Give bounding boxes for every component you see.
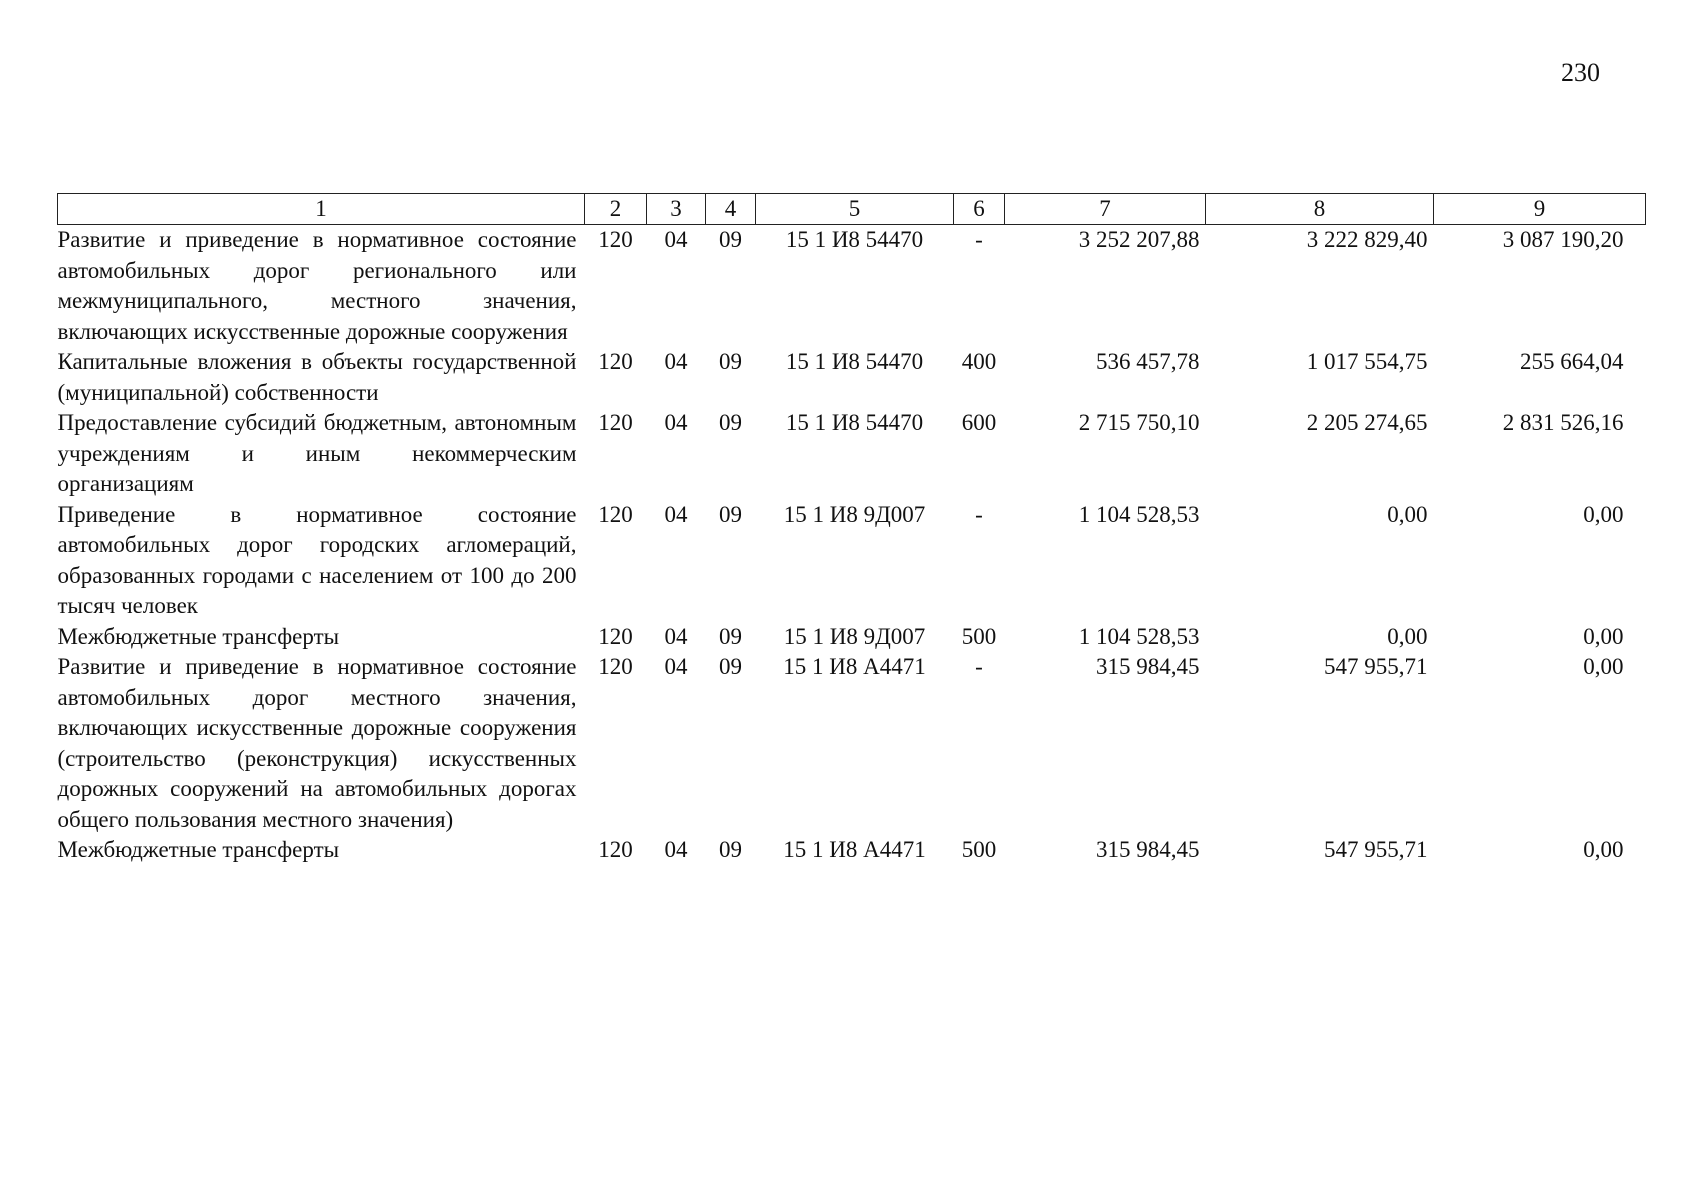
cell-col9: 2 831 526,16: [1502, 410, 1624, 435]
cell-col3: 04: [664, 654, 688, 679]
cell-col5: 15 1 И8 А4471: [783, 837, 926, 862]
cell-col5: 15 1 И8 54470: [785, 227, 924, 252]
header-row: [58, 194, 1646, 225]
row-name: Межбюджетные трансферты: [57, 623, 340, 649]
cell-col4: 09: [719, 654, 742, 679]
row-name: Межбюджетные трансферты: [57, 837, 340, 862]
cell-col4: 09: [719, 227, 742, 252]
table-row: [58, 347, 1646, 408]
cell-col3: 04: [664, 410, 688, 435]
cell-col5: 15 1 И8 54470: [785, 410, 924, 435]
cell-col7: 3 252 207,88: [1078, 227, 1200, 252]
cell-col7: 536 457,78: [1096, 349, 1200, 374]
cell-col2: 120: [598, 501, 633, 527]
cell-col6: -: [975, 654, 983, 679]
cell-col6: 500: [961, 837, 997, 862]
cell-col7: 1 104 528,53: [1078, 501, 1200, 527]
row-name: Развитие и приведение в нормативное состояние автомобильных дорог регионального или межмуниципального, местного значения, включающих искусственные дорожные сооружения: [57, 227, 577, 344]
header-cell: 5: [756, 194, 954, 225]
cell-col6: -: [975, 227, 983, 252]
cell-col2: 120: [598, 837, 633, 862]
cell-col4: 09: [719, 410, 742, 435]
table-row: [58, 500, 1646, 622]
cell-col3: 04: [664, 837, 688, 862]
cell-col5: 15 1 И8 9Д007: [783, 623, 926, 649]
cell-col3: 04: [664, 501, 688, 527]
cell-col3: 04: [664, 623, 688, 649]
cell-col2: 120: [598, 227, 633, 252]
table-row: [58, 225, 1646, 348]
cell-col4: 09: [719, 349, 742, 374]
cell-col5: 15 1 И8 54470: [785, 349, 924, 374]
cell-col6: 400: [961, 349, 997, 374]
cell-col6: -: [975, 501, 983, 527]
row-name: Развитие и приведение в нормативное состояние автомобильных дорог местного значения, включающих искусственные дорожные сооружения (строительство (реконструкция) искусственных дорожных сооружений на автомобильных дорогах общего пользования местного значения): [57, 654, 577, 832]
cell-col9: 3 087 190,20: [1502, 227, 1624, 252]
cell-col3: 04: [664, 227, 688, 252]
row-name: Приведение в нормативное состояние автомобильных дорог городских агломераций, образованных городами с населением от 100 до 200 тысяч человек: [57, 501, 577, 618]
header-cell: 1: [58, 194, 585, 225]
cell-col7: 315 984,45: [1096, 837, 1200, 862]
cell-col5: 15 1 И8 А4471: [783, 654, 926, 679]
cell-col3: 04: [664, 349, 688, 374]
cell-col8: 0,00: [1387, 501, 1428, 527]
table-row: [58, 835, 1646, 866]
cell-col2: 120: [598, 654, 633, 679]
cell-col2: 120: [598, 349, 633, 374]
cell-col4: 09: [719, 837, 742, 862]
cell-col8: 3 222 829,40: [1306, 227, 1428, 252]
cell-col4: 09: [719, 623, 742, 649]
table-row: [58, 622, 1646, 653]
cell-col8: 547 955,71: [1324, 837, 1428, 862]
cell-col8: 0,00: [1387, 623, 1428, 649]
page-number: 230: [1561, 58, 1600, 87]
table-row: [58, 652, 1646, 835]
header-cell: 7: [1005, 194, 1206, 225]
header-cell: 6: [954, 194, 1005, 225]
cell-col2: 120: [598, 410, 633, 435]
cell-col8: 1 017 554,75: [1306, 349, 1428, 374]
cell-col8: 547 955,71: [1324, 654, 1428, 679]
cell-col9: 0,00: [1583, 623, 1624, 649]
budget-table: [57, 193, 1646, 866]
row-name: Предоставление субсидий бюджетным, автономным учреждениям и иным некоммерческим организациям: [57, 410, 577, 496]
header-cell: 2: [585, 194, 647, 225]
header-cell: 4: [706, 194, 756, 225]
cell-col9: 0,00: [1583, 501, 1624, 527]
cell-col2: 120: [598, 623, 633, 649]
cell-col5: 15 1 И8 9Д007: [783, 501, 926, 527]
cell-col9: 255 664,04: [1520, 349, 1624, 374]
cell-col7: 315 984,45: [1096, 654, 1200, 679]
cell-col4: 09: [719, 501, 742, 527]
header-cell: 8: [1206, 194, 1434, 225]
cell-col7: 2 715 750,10: [1078, 410, 1200, 435]
cell-col6: 600: [961, 410, 997, 435]
row-name: Капитальные вложения в объекты государственной (муниципальной) собственности: [57, 349, 577, 405]
cell-col9: 0,00: [1583, 837, 1624, 862]
cell-col6: 500: [961, 623, 997, 649]
cell-col7: 1 104 528,53: [1078, 623, 1200, 649]
table-row: [58, 408, 1646, 500]
header-cell: 3: [647, 194, 706, 225]
cell-col9: 0,00: [1583, 654, 1624, 679]
cell-col8: 2 205 274,65: [1306, 410, 1428, 435]
header-cell: 9: [1434, 194, 1646, 225]
